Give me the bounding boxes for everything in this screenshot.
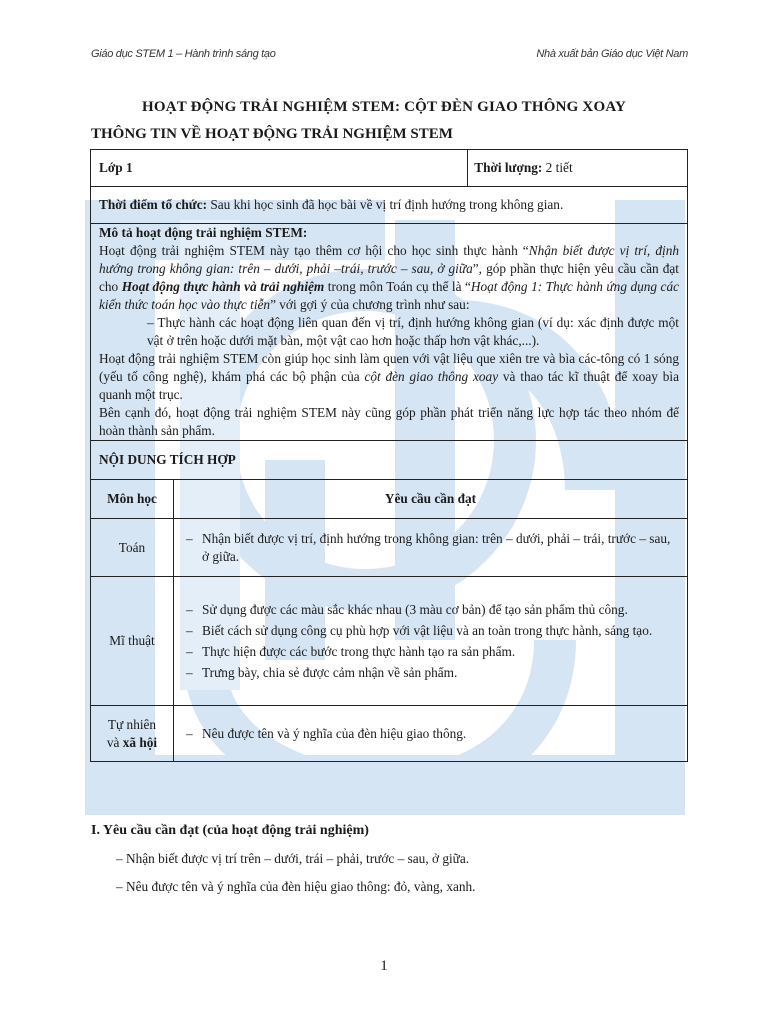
table-row (91, 519, 688, 577)
section-heading: I. Yêu cầu cần đạt (của hoạt động trải nghiệm) (91, 823, 369, 838)
subject-cell: Mĩ thuật (91, 577, 174, 706)
desc-p1-text-g: ” với gợi ý của chương trình như sau: (270, 297, 470, 312)
subject-line-2a: và (106, 734, 123, 750)
desc-p3-text-a: Hoạt động trải nghiệm STEM còn giúp học sinh làm quen với vật liệu que xiên tre và bìa các-tông có 1 sóng (yếu tố công nghệ), khám phá các bộ phận của (99, 351, 679, 384)
list-item: – Thực hiện được các bước trong thực hành tạo ra sản phẩm. (182, 643, 679, 661)
desc-p1-text-c: ”, góp phần thực hiện yêu cầu cần đạt cho (99, 261, 679, 294)
subject-line-1: Tự nhiên (107, 716, 157, 732)
duration-value: 2 tiết (542, 160, 573, 175)
column-header-subject: Môn học (91, 480, 174, 519)
desc-p1-bold-italic: Hoạt động thực hành và trải nghiệm (121, 279, 325, 294)
list-item: – Biết cách sử dụng công cụ phù hợp với vật liệu và an toàn trong thực hành, sáng tạo. (182, 622, 679, 640)
desc-p3-italic: cột đèn giao thông xoay (364, 369, 499, 384)
description-paragraph-4: Bên cạnh đó, hoạt động trải nghiệm STEM này cũng góp phần phát triển năng lực hợp tác theo nhóm để hoàn thành sản phẩm. (99, 405, 679, 438)
list-item: – Nhận biết được vị trí, định hướng trong không gian: trên – dưới, phải – trái, trước – sau, ở giữa. (182, 530, 679, 566)
timing-value: Sau khi học sinh đã học bài về vị trí định hướng trong không gian. (207, 197, 564, 212)
subject-cell (91, 706, 174, 762)
desc-p1-text-e: trong môn Toán cụ thể là “ (324, 279, 471, 294)
list-item: – Trưng bày, chia sẻ được cảm nhận về sản phẩm. (182, 664, 679, 682)
timing-cell (91, 187, 688, 224)
column-header-requirement: Yêu cầu cần đạt (174, 480, 688, 519)
description-cell (91, 224, 688, 441)
description-heading: Mô tả hoạt động trải nghiệm STEM: (99, 225, 308, 240)
list-item: – Nêu được tên và ý nghĩa của đèn hiệu giao thông. (182, 725, 679, 743)
section-subtitle: THÔNG TIN VỀ HOẠT ĐỘNG TRẢI NGHIỆM STEM (91, 126, 453, 142)
description-paragraph-1 (99, 242, 679, 314)
desc-p3-text-c: và thao tác kĩ thuật để xoay bìa quanh một trục. (99, 369, 680, 402)
requirement-item: – Nêu được tên và ý nghĩa của đèn hiệu giao thông: đỏ, vàng, xanh. (116, 879, 476, 894)
desc-p1-italic-activity: Hoạt động 1: Thực hành ứng dụng các kiến thức toán học vào thực tiễn (99, 279, 679, 312)
subject-line-2b: xã hội (122, 734, 158, 750)
desc-p1-italic-quote: Nhận biết được vị trí, định hướng trong không gian: trên – dưới, phải –trái, trước – sau, ở giữa (99, 243, 679, 276)
requirement-cell (174, 519, 688, 577)
table-row (91, 706, 688, 762)
description-paragraph-2: – Thực hành các hoạt động liên quan đến vị trí, định hướng không gian (ví dụ: xác định được một vật ở trên hoặc dưới mặt bàn, một vật cao hơn hoặc thấp hơn vật khác,...). (147, 315, 679, 348)
timing-label: Thời điểm tổ chức: (99, 197, 208, 212)
running-header-right: Nhà xuất bản Giáo dục Việt Nam (536, 48, 688, 60)
subject-cell: Toán (91, 519, 174, 577)
desc-p1-text-a: Hoạt động trải nghiệm STEM này tạo thêm cơ hội cho học sinh thực hành “ (99, 243, 529, 258)
list-item: – Sử dụng được các màu sắc khác nhau (3 màu cơ bản) để tạo sản phẩm thủ công. (182, 601, 679, 619)
duration-cell (468, 150, 688, 187)
table-row (91, 577, 688, 706)
description-paragraph-3 (99, 350, 679, 404)
page-title: HOẠT ĐỘNG TRẢI NGHIỆM STEM: CỘT ĐÈN GIAO THÔNG XOAY (141, 99, 627, 115)
requirement-cell (174, 706, 688, 762)
class-cell (91, 150, 468, 187)
running-header-left: Giáo dục STEM 1 – Hành trình sáng tạo (91, 48, 276, 60)
page-number: 1 (380, 958, 388, 974)
requirement-cell (174, 577, 688, 706)
requirement-item: – Nhận biết được vị trí trên – dưới, trái – phải, trước – sau, ở giữa. (116, 851, 470, 866)
integration-heading: NỘI DUNG TÍCH HỢP (91, 441, 688, 480)
duration-label: Thời lượng: (474, 160, 543, 175)
class-label: Lớp 1 (99, 160, 133, 175)
activity-info-table (90, 149, 688, 762)
